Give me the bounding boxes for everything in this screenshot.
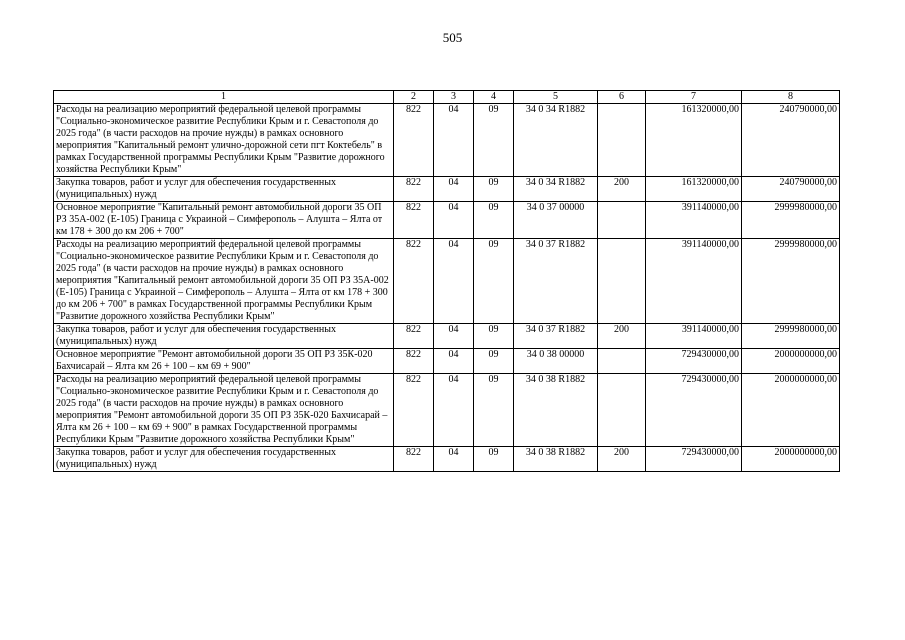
column-header: 3 — [434, 91, 474, 104]
ministry-code: 822 — [394, 239, 434, 324]
target-article-code: 34 0 38 R1882 — [514, 374, 598, 447]
column-header: 2 — [394, 91, 434, 104]
row-description: Расходы на реализацию мероприятий федеральной целевой программы "Социально-экономическое развитие Республики Крым и г. Севастополя до 2025 года" (в части расходов на прочие нужды) в рамках основного мероприятия "Ремонт автомобильной дороги 35 ОП РЗ 35К-020 Бахчисарай – Ялта км 26 + 100 – км 69 + 900" в рамках Государственной программы Республики Крым "Развитие дорожного хозяйства Республики Крым" — [54, 374, 394, 447]
table-row — [54, 374, 840, 447]
subsection-code: 09 — [474, 239, 514, 324]
section-code: 04 — [434, 349, 474, 374]
expense-type-code — [598, 104, 646, 177]
expense-type-code: 200 — [598, 324, 646, 349]
table-row — [54, 239, 840, 324]
amount-year-1: 391140000,00 — [646, 239, 742, 324]
ministry-code: 822 — [394, 324, 434, 349]
row-description: Закупка товаров, работ и услуг для обеспечения государственных (муниципальных) нужд — [54, 177, 394, 202]
table-row — [54, 447, 840, 472]
row-description: Закупка товаров, работ и услуг для обеспечения государственных (муниципальных) нужд — [54, 447, 394, 472]
budget-table — [53, 90, 840, 472]
subsection-code: 09 — [474, 374, 514, 447]
amount-year-2: 2999980000,00 — [742, 239, 840, 324]
section-code: 04 — [434, 239, 474, 324]
amount-year-1: 391140000,00 — [646, 324, 742, 349]
section-code: 04 — [434, 177, 474, 202]
subsection-code: 09 — [474, 104, 514, 177]
section-code: 04 — [434, 374, 474, 447]
page-number: 505 — [442, 30, 463, 45]
table-row — [54, 104, 840, 177]
target-article-code: 34 0 38 R1882 — [514, 447, 598, 472]
expense-type-code — [598, 239, 646, 324]
ministry-code: 822 — [394, 104, 434, 177]
amount-year-1: 729430000,00 — [646, 447, 742, 472]
column-header: 6 — [598, 91, 646, 104]
amount-year-1: 391140000,00 — [646, 202, 742, 239]
target-article-code: 34 0 37 00000 — [514, 202, 598, 239]
target-article-code: 34 0 38 00000 — [514, 349, 598, 374]
amount-year-2: 2000000000,00 — [742, 447, 840, 472]
section-code: 04 — [434, 202, 474, 239]
row-description: Основное мероприятие "Ремонт автомобильной дороги 35 ОП РЗ 35К-020 Бахчисарай – Ялта км 26 + 100 – км 69 + 900" — [54, 349, 394, 374]
column-header: 7 — [646, 91, 742, 104]
expense-type-code — [598, 202, 646, 239]
amount-year-1: 161320000,00 — [646, 177, 742, 202]
target-article-code: 34 0 34 R1882 — [514, 177, 598, 202]
expense-type-code: 200 — [598, 447, 646, 472]
subsection-code: 09 — [474, 324, 514, 349]
subsection-code: 09 — [474, 202, 514, 239]
row-description: Основное мероприятие "Капитальный ремонт автомобильной дороги 35 ОП РЗ 35А-002 (Е-105) Граница с Украиной – Симферополь – Алушта – Ялта от км 178 + 300 до км 206 + 700" — [54, 202, 394, 239]
expense-type-code: 200 — [598, 177, 646, 202]
column-header: 4 — [474, 91, 514, 104]
ministry-code: 822 — [394, 349, 434, 374]
ministry-code: 822 — [394, 177, 434, 202]
section-code: 04 — [434, 104, 474, 177]
target-article-code: 34 0 37 R1882 — [514, 324, 598, 349]
target-article-code: 34 0 34 R1882 — [514, 104, 598, 177]
subsection-code: 09 — [474, 177, 514, 202]
expense-type-code — [598, 374, 646, 447]
target-article-code: 34 0 37 R1882 — [514, 239, 598, 324]
column-header: 8 — [742, 91, 840, 104]
ministry-code: 822 — [394, 202, 434, 239]
row-description: Расходы на реализацию мероприятий федеральной целевой программы "Социально-экономическое развитие Республики Крым и г. Севастополя до 2025 года" (в части расходов на прочие нужды) в рамках основного мероприятия "Капитальный ремонт автомобильной дороги 35 ОП РЗ 35А-002 (Е-105) Граница с Украиной – Симферополь – Алушта – Ялта от км 178 + 300 до км 206 + 700" в рамках Государственной программы Республики Крым "Развитие дорожного хозяйства Республики Крым" — [54, 239, 394, 324]
amount-year-2: 2000000000,00 — [742, 349, 840, 374]
subsection-code: 09 — [474, 349, 514, 374]
expense-type-code — [598, 349, 646, 374]
ministry-code: 822 — [394, 374, 434, 447]
section-code: 04 — [434, 447, 474, 472]
table-row — [54, 349, 840, 374]
amount-year-2: 2999980000,00 — [742, 202, 840, 239]
section-code: 04 — [434, 324, 474, 349]
amount-year-1: 729430000,00 — [646, 374, 742, 447]
amount-year-2: 240790000,00 — [742, 104, 840, 177]
row-description: Расходы на реализацию мероприятий федеральной целевой программы "Социально-экономическое развитие Республики Крым и г. Севастополя до 2025 года" (в части расходов на прочие нужды) в рамках основного мероприятия "Капитальный ремонт улично-дорожной сети пгт Коктебель" в рамках Государственной программы Республики Крым "Развитие дорожного хозяйства Республики Крым" — [54, 104, 394, 177]
table-row — [54, 324, 840, 349]
header-row — [54, 91, 840, 104]
amount-year-2: 2000000000,00 — [742, 374, 840, 447]
subsection-code: 09 — [474, 447, 514, 472]
column-header: 1 — [54, 91, 394, 104]
amount-year-2: 2999980000,00 — [742, 324, 840, 349]
column-header: 5 — [514, 91, 598, 104]
table-row — [54, 177, 840, 202]
amount-year-2: 240790000,00 — [742, 177, 840, 202]
row-description: Закупка товаров, работ и услуг для обеспечения государственных (муниципальных) нужд — [54, 324, 394, 349]
amount-year-1: 729430000,00 — [646, 349, 742, 374]
table-row — [54, 202, 840, 239]
amount-year-1: 161320000,00 — [646, 104, 742, 177]
ministry-code: 822 — [394, 447, 434, 472]
